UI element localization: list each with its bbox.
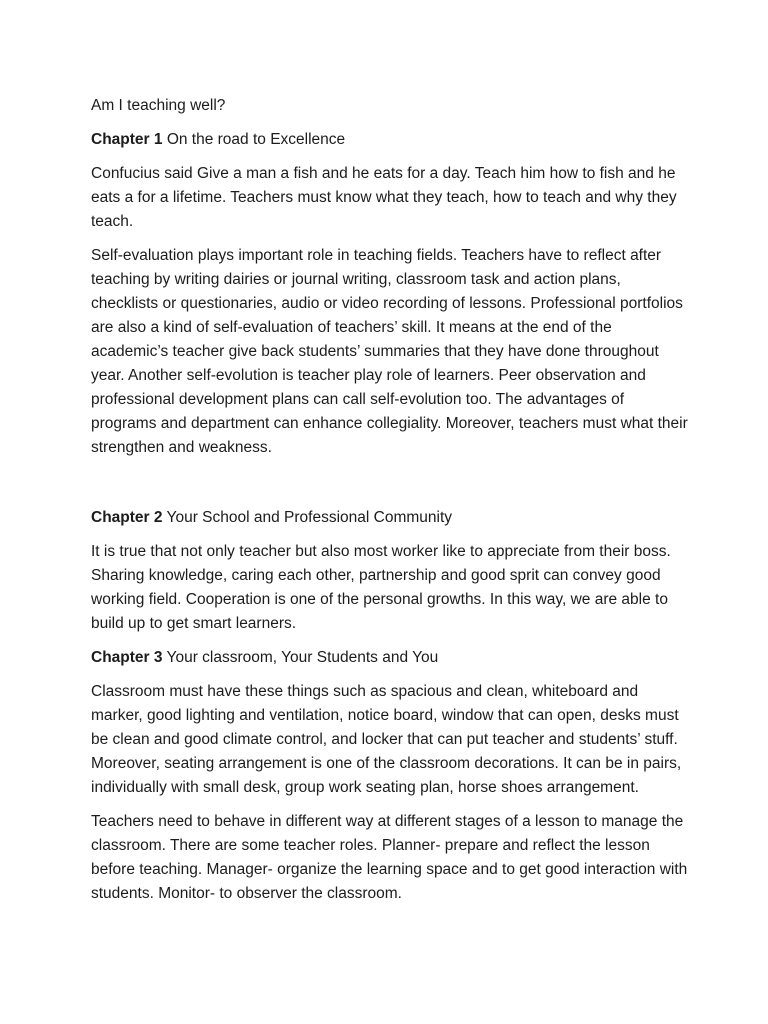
chapter-2-title: Your School and Professional Community bbox=[166, 509, 453, 526]
chapter-3-label: Chapter 3 bbox=[91, 649, 163, 666]
chapter-3-paragraph-2: Teachers need to behave in different way at different stages of a lesson to manage the classroom. There are some teacher roles. Planner- prepare and reflect the lesson before teaching. Manager- organize the learning space and to get good interaction with students. Monitor- to observer the classroom. bbox=[91, 813, 688, 902]
chapter-1-heading bbox=[91, 128, 691, 152]
chapter-1-title: On the road to Excellence bbox=[166, 131, 346, 148]
section-spacer bbox=[91, 470, 691, 506]
document-title: Am I teaching well? bbox=[91, 97, 226, 114]
chapter-3-title: Your classroom, Your Students and You bbox=[166, 649, 439, 666]
chapter-1-paragraph-1: Confucius said Give a man a fish and he eats for a day. Teach him how to fish and he eats a for a lifetime. Teachers must know what they teach, how to teach and why they teach. bbox=[91, 165, 677, 230]
chapter-3-paragraph-1: Classroom must have these things such as spacious and clean, whiteboard and marker, good lighting and ventilation, notice board, window that can open, desks must be clean and good climate control, and locker that can put teacher and students’ stuff. Moreover, seating arrangement is one of the classroom decorations. It can be in pairs, individually with small desk, group work seating plan, horse shoes arrangement. bbox=[91, 683, 682, 796]
chapter-1-paragraph-2: Self-evaluation plays important role in teaching fields. Teachers have to reflect after teaching by writing dairies or journal writing, classroom task and action plans, checklists or questionaries, audio or video recording of lessons. Professional portfolios are also a kind of self-evaluation of teachers’ skill. It means at the end of the academic’s teacher give back students’ summaries that they have done throughout year. Another self-evolution is teacher play role of learners. Peer observation and professional development plans can call self-evolution too. The advantages of programs and department can enhance collegiality. Moreover, teachers must what their strengthen and weakness. bbox=[91, 247, 688, 456]
chapter-2-label: Chapter 2 bbox=[91, 509, 163, 526]
chapter-2-heading bbox=[91, 506, 691, 530]
document-page bbox=[91, 94, 691, 916]
chapter-2-paragraph-1: It is true that not only teacher but also most worker like to appreciate from their boss. Sharing knowledge, caring each other, partnership and good sprit can convey good working field. Cooperation is one of the personal growths. In this way, we are able to build up to get smart learners. bbox=[91, 543, 671, 632]
chapter-3-heading bbox=[91, 646, 691, 670]
chapter-1-label: Chapter 1 bbox=[91, 131, 163, 148]
